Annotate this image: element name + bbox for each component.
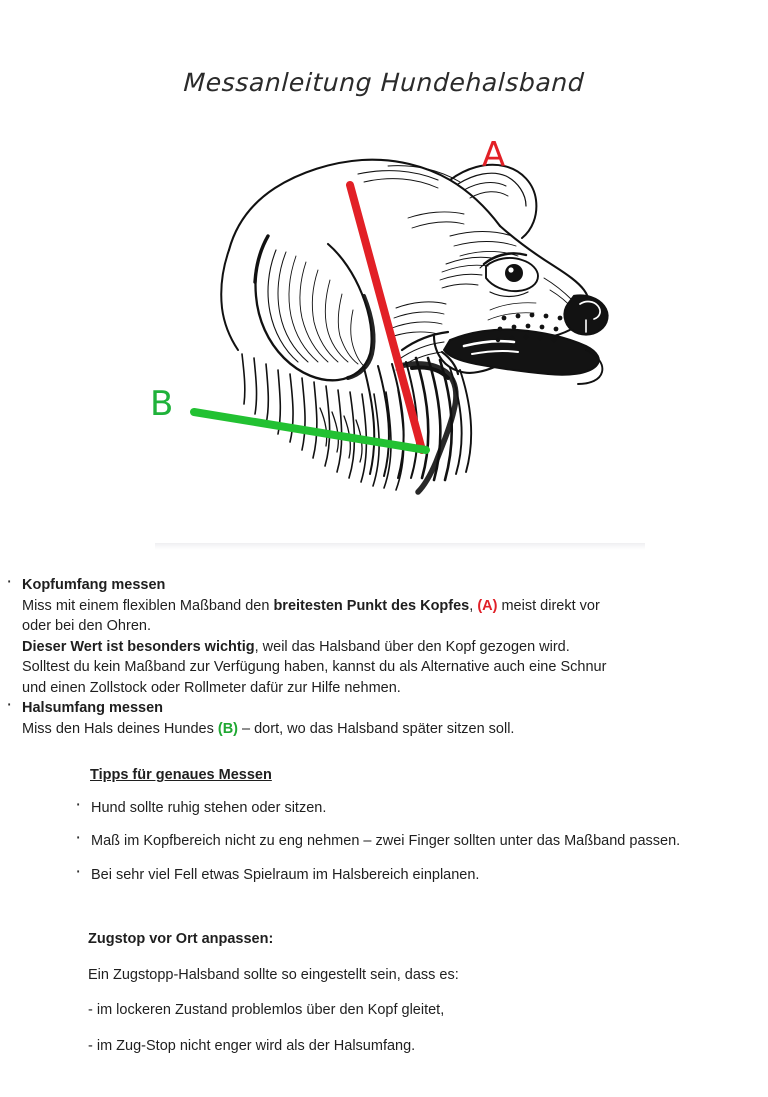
text-run: , [469, 597, 478, 614]
text-run: Miss den Hals deines Hundes [22, 720, 218, 737]
list-item [69, 798, 699, 819]
kopfumfang-heading: · Kopfumfang messen [22, 577, 166, 593]
halsumfang-heading: · Halsumfang messen [22, 700, 164, 716]
tip-text: Hund sollte ruhig stehen oder sitzen. [91, 799, 327, 816]
zugstop-section [88, 929, 718, 1056]
zugstop-intro: Ein Zugstopp-Halsband sollte so eingestellt sein, dass es: [88, 966, 459, 983]
list-item [69, 831, 699, 852]
text-run: , weil das Halsband über den Kopf gezogen wird. [254, 638, 570, 655]
measure-list [0, 575, 630, 739]
tips-list [69, 798, 699, 886]
tip-text: Bei sehr viel Fell etwas Spielraum im Halsbereich einplanen. [91, 866, 480, 883]
halsumfang-body [22, 719, 630, 740]
text-run: meist direkt vor oder bei den Ohren. [22, 597, 600, 634]
list-item-kopfumfang [0, 575, 630, 698]
figure-bottom-edge [155, 543, 645, 550]
page-title: Messanleitung Hundehalsband [182, 68, 586, 97]
marker-a-reference: (A) [477, 597, 498, 614]
list-item-halsumfang [0, 698, 630, 739]
text-run-bold: Dieser Wert ist besonders wichtig [22, 638, 255, 655]
kopfumfang-body [22, 596, 630, 637]
tips-section [69, 765, 699, 885]
zugstop-title: Zugstop vor Ort anpassen: [88, 931, 274, 947]
label-b: B [150, 384, 174, 424]
list-item [69, 865, 699, 886]
text-run: Miss mit einem flexiblen Maßband den [22, 597, 274, 614]
label-a: A [482, 135, 506, 175]
zugstop-condition-2: - im Zug-Stop nicht enger wird als der Halsumfang. [88, 1037, 416, 1054]
text-run-bold: breitesten Punkt des Kopfes [273, 597, 470, 614]
zugstop-condition-1: - im lockeren Zustand problemlos über den Kopf gleitet, [88, 1002, 445, 1018]
text-run: – dort, wo das Halsband später sitzen soll. [238, 720, 515, 737]
instructions-content [0, 575, 768, 1056]
marker-b-reference: (B) [217, 720, 238, 737]
measurement-figure [150, 118, 650, 553]
kopfumfang-alternative: Solltest du kein Maßband zur Verfügung haben, kannst du als Alternative auch eine Schnur und einen Zollstock oder Rollmeter dafür zur Hilfe nehmen. [22, 659, 607, 696]
measurement-line-a [350, 185, 422, 450]
tips-title: Tipps für genaues Messen [90, 767, 272, 783]
tip-text: Maß im Kopfbereich nicht zu eng nehmen – zwei Finger sollten unter das Maßband passen. [91, 833, 681, 849]
dog-head-illustration-svg [150, 118, 650, 553]
kopfumfang-note [22, 637, 630, 658]
